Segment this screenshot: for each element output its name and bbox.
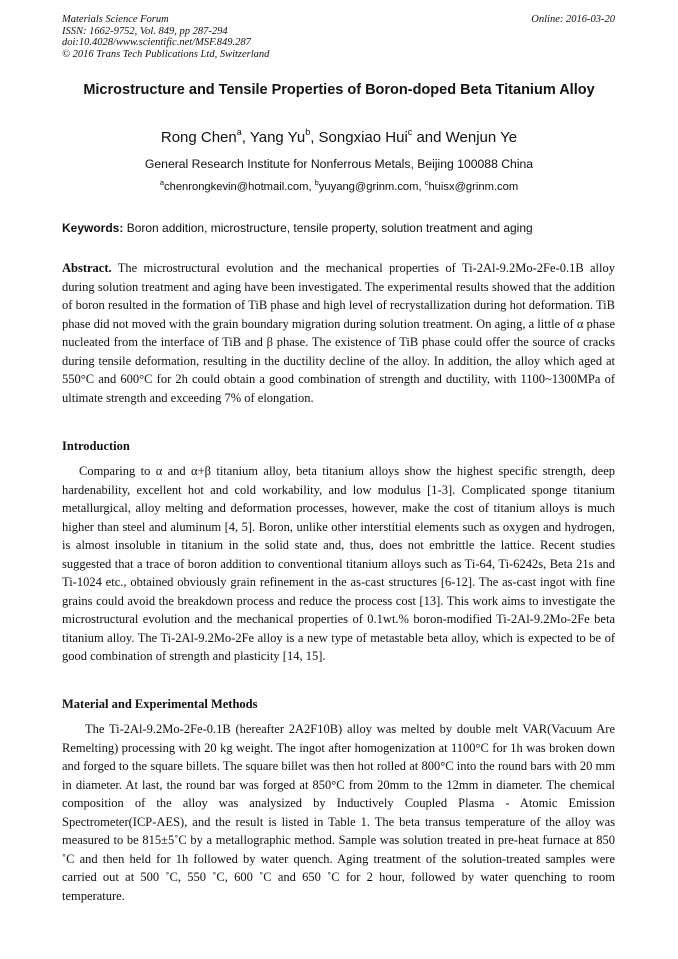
author-name: Yang Yu [249, 129, 306, 146]
email-sup: a [159, 178, 164, 187]
author-sep: , [241, 129, 250, 146]
email-sep: , [308, 181, 315, 193]
abstract-text: The microstructural evolution and the mechanical properties of Ti-2Al-9.2Mo-2Fe-0.1B alloy during solution treatment and aging have been investigated. The experimental results showed that the addition of boron resulted in the formation of TiB phase and high level of recrystallization during hot deformation. TiB phase did not moved with the grain boundary migration during solution treatment. On aging, a little of α phase nucleated from the interface of TiB and β phase. The existence of TiB phase could offer the source of cracks during tensile deformation, resulting in the ductility decline of the alloy. In addition, the alloy which aged at 550°C and 600°C for 2h could obtain a good combination of strength and ductility, with 1100~1300MPa of ultimate strength and exceeding 7% of elongation. [62, 261, 615, 405]
author-sup: c [407, 127, 413, 137]
author-sup: b [305, 127, 311, 137]
email-sup: c [424, 178, 429, 187]
keywords-text: Boron addition, microstructure, tensile property, solution treatment and aging [123, 221, 533, 235]
paper-title: Microstructure and Tensile Properties of Boron-doped Beta Titanium Alloy [83, 82, 595, 98]
methods-paragraph: The Ti-2Al-9.2Mo-2Fe-0.1B (hereafter 2A2F10B) alloy was melted by double melt VAR(Vacuum Are Remelting) processing with 20 kg weight. The ingot after homogenization at 1100°C for 1h was broken down and forged to the square billets. The square billet was then hot rolled at 800°C into the round bars with 20 mm in diameter. At last, the round bar was forged at 850°C from 20mm to the 12mm in diameter. The chemical composition of the alloy was analysized by Inductively Coupled Plasma - Atomic Emission Spectrometer(ICP-AES), and the result is listed in Table 1. The beta transus temperature of the alloy was measured to be 815±5˚C by a metallographic method. Sample was solution treated in pre-heat furnace at 850 ˚C and then held for 1h followed by water quench. Aging treatment of the solution-treated samples were carried out at 500 ˚C, 550 ˚C, 600 ˚C and 650 ˚C for 2 hour, followed by water quenching to room temperature. [62, 722, 615, 903]
author-sup: a [236, 127, 242, 137]
author-name: Rong Chen [160, 129, 237, 146]
abstract [62, 259, 615, 407]
journal-name: Materials Science Forum [62, 14, 169, 25]
author-name: Songxiao Hui [318, 129, 408, 146]
email-address[interactable]: chenrongkevin@hotmail.com [164, 181, 309, 193]
keywords-label: Keywords: [62, 221, 124, 235]
email-address[interactable]: yuyang@grinm.com [318, 181, 419, 193]
email-sep: , [418, 181, 425, 193]
journal-header [62, 14, 269, 60]
author-sep: and [412, 129, 446, 146]
copyright-line: © 2016 Trans Tech Publications Ltd, Switzerland [62, 48, 270, 60]
keywords [62, 221, 618, 235]
issn-line: ISSN: 1662-9752, Vol. 849, pp 287-294 [62, 25, 228, 37]
methods-heading: Material and Experimental Methods [62, 697, 258, 711]
email-address[interactable]: huisx@grinm.com [428, 181, 519, 193]
introduction-paragraph: Comparing to α and α+β titanium alloy, beta titanium alloys show the highest specific strength, deep hardenability, excellent hot and cold workability, and low modulus [1-3]. Complicated sponge titanium metallurgical, alloy melting and deformation processes, however, make the cost of titanium alloys is much higher than steel and aluminum [4, 5]. Boron, unlike other interstitial elements such as oxygen and hydrogen, is almost insoluble in titanium in the solid state and, thus, does not embrittle the lattice. Recent studies suggested that a trace of boron addition to conventional titanium alloys such as Ti-64, Ti-6242s, Beta 21s and Ti-1024 etc., obtained obviously grain refinement in the as-cast structures [6-12]. The as-cast ingot with fine grains could avoid the breakdown process and reduce the process cost [13]. This work aims to investigate the microstructural evolution and the mechanical properties of 0.1wt.% boron-modified Ti-2Al-9.2Mo-2Fe beta titanium alloy. The Ti-2Al-9.2Mo-2Fe alloy is a new type of metastable beta alloy, which is expected to be of good combination of strength and plasticity [14, 15]. [62, 464, 615, 663]
online-date: Online: 2016-03-20 [531, 14, 615, 25]
affiliation: General Research Institute for Nonferrous Metals, Beijing 100088 China [144, 157, 534, 171]
author-list [40, 129, 638, 146]
author-sep: , [310, 129, 319, 146]
abstract-label: Abstract. [62, 261, 112, 275]
introduction-heading: Introduction [62, 439, 130, 453]
author-name: Wenjun Ye [445, 129, 518, 146]
email-list [40, 178, 638, 193]
doi-line[interactable]: doi:10.4028/www.scientific.net/MSF.849.287 [62, 37, 251, 48]
email-sup: b [314, 178, 319, 187]
